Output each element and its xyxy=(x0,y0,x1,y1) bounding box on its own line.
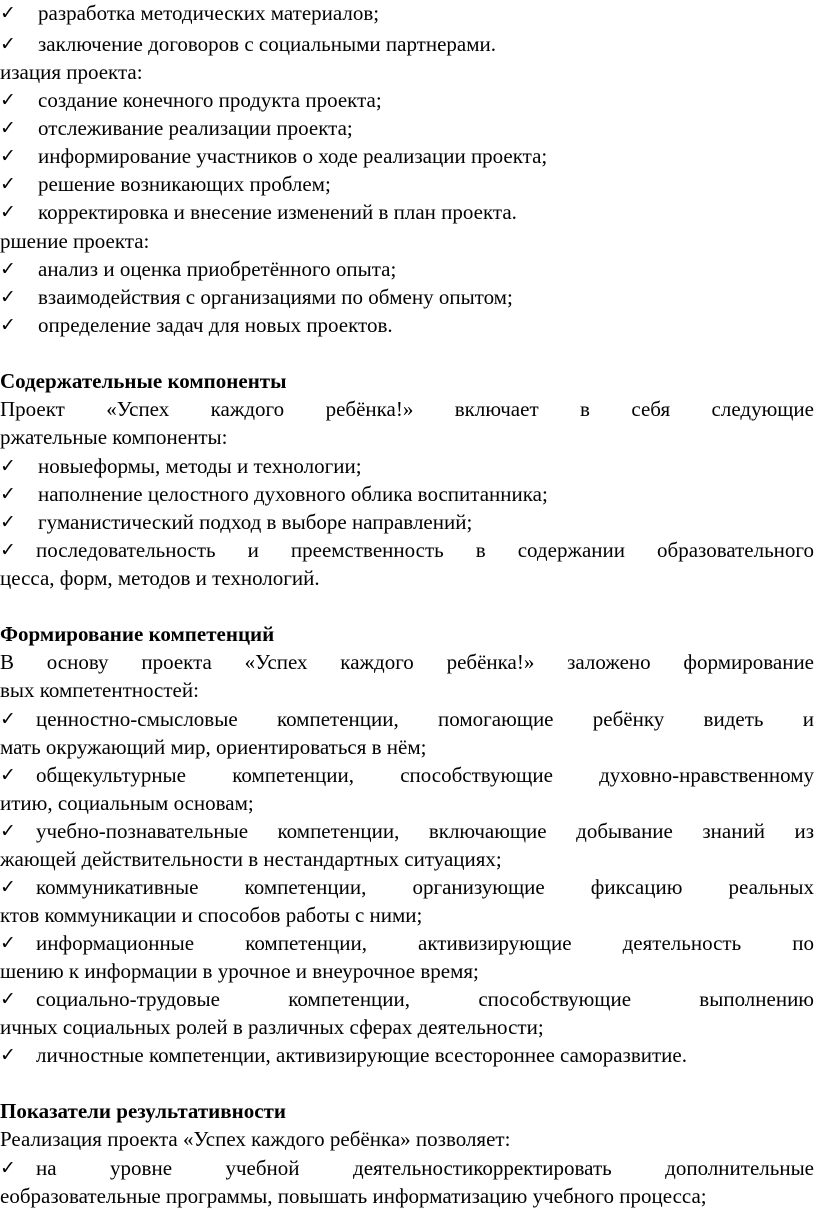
checkmark-icon: ✓ xyxy=(0,173,16,195)
checkmark-icon: ✓ xyxy=(0,89,16,111)
checkmark-icon: ✓ xyxy=(0,820,16,842)
paragraph-line: В основу проекта «Успех каждого ребёнка!» заложено формирование xyxy=(0,650,814,674)
checkmark-icon: ✓ xyxy=(0,483,16,505)
checkmark-icon: ✓ xyxy=(0,1157,16,1179)
checkmark-icon: ✓ xyxy=(0,145,16,167)
checkmark-icon: ✓ xyxy=(0,2,16,24)
checkmark-icon: ✓ xyxy=(0,314,16,336)
checkmark-icon: ✓ xyxy=(0,1044,16,1066)
checkmark-icon: ✓ xyxy=(0,708,16,730)
checkmark-icon: ✓ xyxy=(0,33,16,55)
paragraph-line: Проект «Успех каждого ребёнка!» включает в себя следующие xyxy=(0,397,814,421)
checkmark-icon: ✓ xyxy=(0,511,16,533)
checkmark-icon: ✓ xyxy=(0,201,16,223)
checkmark-icon: ✓ xyxy=(0,258,16,280)
checkmark-icon: ✓ xyxy=(0,117,16,139)
checkmark-icon: ✓ xyxy=(0,455,16,477)
checkmark-icon: ✓ xyxy=(0,932,16,954)
checkmark-icon: ✓ xyxy=(0,876,16,898)
checkmark-icon: ✓ xyxy=(0,539,16,561)
checkmark-icon: ✓ xyxy=(0,764,16,786)
checkmark-icon: ✓ xyxy=(0,988,16,1010)
checkmark-icon: ✓ xyxy=(0,286,16,308)
